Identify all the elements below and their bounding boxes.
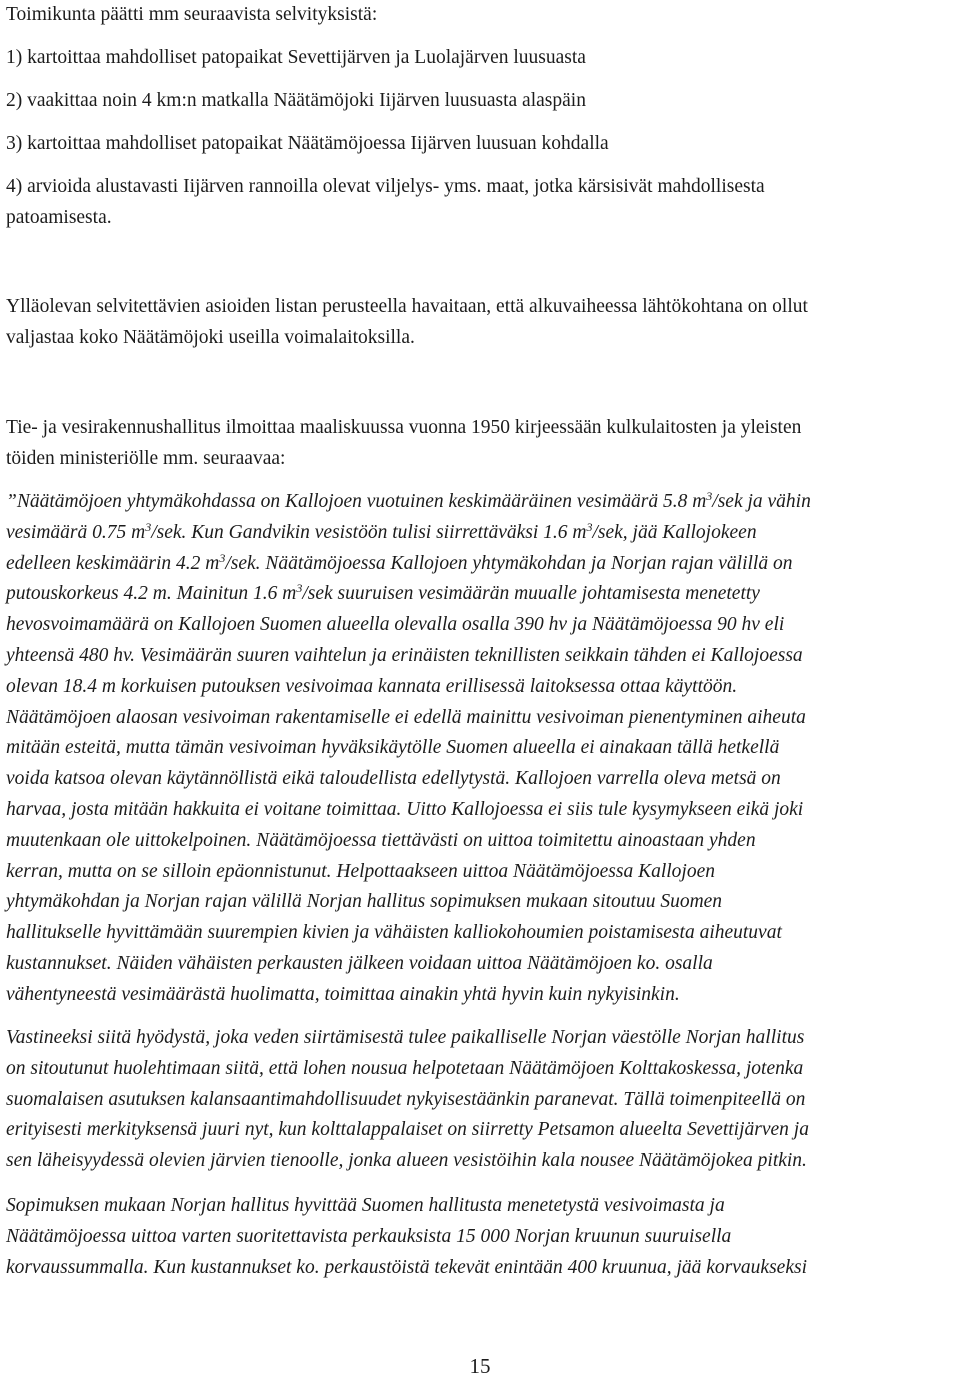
quote-line: yhteensä 480 hv. Vesimäärän suuren vaihtelun ja erinäisten teknillisten seikkain tähden ei Kallojoessa [6, 644, 803, 666]
quote-line: hevosvoimamäärä on Kallojoen Suomen alueella olevalla osalla 390 hv ja Näätämöjoessa 90 hv eli [6, 614, 785, 636]
quote-line: Vastineeksi siitä hyödystä, joka veden siirtämisestä tulee paikalliselle Norjan väestölle Norjan hallitus [6, 1027, 805, 1048]
list-item-1: 1) kartoittaa mahdolliset patopaikat Sevettijärven ja Luolajärven luusuasta [6, 47, 586, 68]
quote-line: vähentyneestä vesimäärästä huolimatta, toimittaa ainakin yhtä hyvin kuin nykyisinkin. [6, 983, 680, 1005]
quote-paragraph-1 [6, 487, 954, 1011]
quote-line: mitään esteitä, mutta tämän vesivoiman hyväksikäytölle Suomen alueella ei ainakaan tällä hetkellä [6, 737, 780, 759]
list-item-4: 4) arvioida alustavasti Iijärven rannoilla olevat viljelys- yms. maat, jotka kärsisivät mahdollisesta [6, 176, 765, 197]
quote-line: vesimäärä 0.75 $m^3$/sek. Kun Gandvikin vesistöön tulisi siirrettäväksi 1.6 $m^3$/sek, jää Kallojokeen [6, 519, 757, 543]
quote-text [6, 487, 954, 1011]
intro-heading: Toimikunta päätti mm seuraavista selvityksistä: [6, 4, 378, 25]
quote-line: Näätämöjoen alaosan vesivoiman rakentamiselle ei edellä mainittu vesivoiman pienentyminen aiheuta [6, 706, 806, 728]
quote-line: kerran, mutta on se silloin epäonnistunut. Helpottaakseen uittoa Näätämöjoessa Kallojoen [6, 860, 715, 882]
quote-line: Näätämöjoessa uittoa varten suoritettavista perkauksista 15 000 Norjan kruunun suuruisella [6, 1225, 732, 1247]
page-number: 15 [469, 1354, 491, 1378]
quote-line: on sitoutunut huolehtimaan siitä, että lohen nousua helpotetaan Näätämöjoen Kolttakoskessa, jotenka [6, 1057, 804, 1079]
quote-line: yhtymäkohdan ja Norjan rajan välillä Norjan hallitus sopimuksen mukaan sitoutuu Suomen [6, 891, 723, 913]
quote-line: muutenkaan ole uittokelpoinen. Näätämöjoessa tiettävästi on uittoa toimitettu ainoastaan yhden [6, 829, 756, 851]
quote-line: edelleen keskimäärin 4.2 $m^3$/sek. Näätämöjoessa Kallojoen yhtymäkohdan ja Norjan rajan välillä on [6, 550, 793, 574]
quote-line: hallitukselle hyvittämään suurempien kivien ja vähäisten kalliokohoumien poistamisesta aiheutuvat [6, 922, 782, 944]
quote-text [6, 1023, 954, 1177]
list-item-4-continuation: patoamisesta. [6, 207, 112, 228]
quote-line: erityisesti merkityksensä juuri nyt, kun kolttalappalaiset on siirretty Petsamon alueelta Sevettijärven ja [6, 1119, 809, 1141]
quote-line: kustannukset. Näiden vähäisten perkausten jälkeen voidaan uittoa Näätämöjoen ko. osalla [6, 952, 713, 974]
list-item-3: 3) kartoittaa mahdolliset patopaikat Näätämöjoessa Iijärven luusuan kohdalla [6, 133, 609, 154]
quote-paragraph-2 [6, 1023, 954, 1177]
quote-paragraph-3 [6, 1191, 954, 1283]
quote-line: putouskorkeus 4.2 m. Mainitun 1.6 $m^3$/sek suuruisen vesimäärän muualle johtamisesta menetetty [6, 581, 760, 605]
quote-line: sen läheisyydessä olevien järvien tienoolle, jonka alueen vesistöihin kala nousee Näätämöjokea pitkin. [6, 1150, 807, 1172]
quote-line: suomalaisen asutuksen kalansaantimahdollisuudet nykyisestäänkin paranevat. Tällä toimenpiteellä on [6, 1088, 806, 1110]
paragraph-line: valjastaa koko Näätämöjoki useilla voimalaitoksilla. [6, 327, 415, 348]
quote-line: Sopimuksen mukaan Norjan hallitus hyvittää Suomen hallitusta menetetystä vesivoimasta ja [6, 1195, 725, 1216]
paragraph-summary [6, 291, 954, 353]
paragraph-line: töiden ministeriölle mm. seuraavaa: [6, 448, 286, 469]
paragraph-letter-intro [6, 412, 954, 474]
quote-line: korvaussummalla. Kun kustannukset ko. perkaustöistä tekevät enintään 400 kruunua, jää korvaukseksi [6, 1256, 807, 1278]
quote-text [6, 1191, 954, 1283]
quote-line: ”Näätämöjoen yhtymäkohdassa on Kallojoen vuotuinen keskimääräinen vesimäärä 5.8 $m^3$/sek ja vähin [6, 489, 811, 512]
quote-line: voida katsoa olevan käytännöllistä eikä taloudellista edellytystä. Kallojoen varrella oleva metsä on [6, 768, 781, 790]
paragraph-line: Tie- ja vesirakennushallitus ilmoittaa maaliskuussa vuonna 1950 kirjeessään kulkulaitosten ja yleisten [6, 417, 802, 438]
paragraph-line: Ylläolevan selvitettävien asioiden listan perusteella havaitaan, että alkuvaiheessa lähtökohtana on ollut [6, 296, 808, 317]
quote-line: harvaa, josta mitään hakkuita ei voitane toimittaa. Uitto Kallojoessa ei siis tule kysymykseen eikä joki [6, 798, 804, 820]
intro-section [6, 0, 954, 239]
list-item-2: 2) vaakittaa noin 4 km:n matkalla Näätämöjoki Iijärven luusuasta alaspäin [6, 90, 586, 111]
quote-line: olevan 18.4 m korkuisen putouksen vesivoimaa kannata erillisessä laitoksessa ottaa käyttöön. [6, 675, 738, 697]
